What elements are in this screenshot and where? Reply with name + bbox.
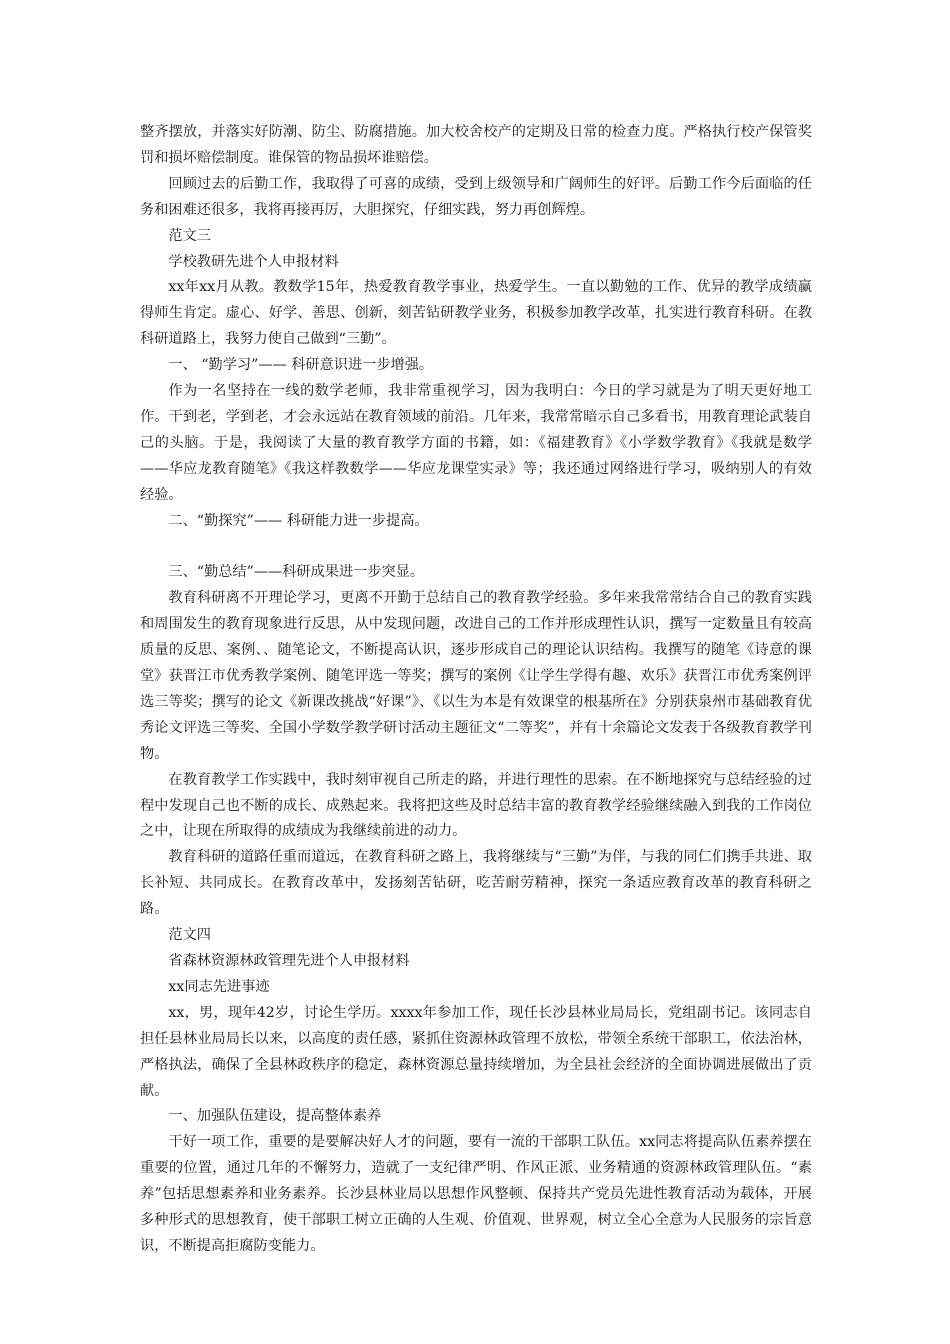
paragraph: 整齐摆放，并落实好防潮、防尘、防腐措施。加大校舍校产的定期及日常的检查力度。严格执行校产保管奖罚和损坏赔偿制度。谁保管的物品损坏谁赔偿。 — [140, 124, 812, 166]
document-page — [140, 120, 812, 1260]
paragraph: 一、 “勤学习”—— 科研意识进一步增强。 — [168, 357, 434, 374]
paragraph: 范文三 — [168, 227, 211, 244]
paragraph: 教育科研的道路任重而道远，在教育科研之路上，我将继续与“三勤”为伴，与我的同仁们携手共进、取长补短、共同成长。在教育改革中，发扬刻苦钻研，吃苦耐劳精神，探究一条适应教育改革的教育科研之路。 — [140, 849, 812, 918]
paragraph: 二、“勤探究”—— 科研能力进一步提高。 — [168, 512, 429, 529]
paragraph: 干好一项工作，重要的是要解决好人才的问题，要有一流的干部职工队伍。xx同志将提高队伍素养摆在重要的位置，通过几年的不懈努力，造就了一支纪律严明、作风正派、业务精通的资源林政管理队伍。“素养”包括思想素养和业务素养。长沙县林业局以思想作风整顿、保持共产党员先进性教育活动为载体，开展多种形式的思想教育，使干部职工树立正确的人生观、价值观、世界观，树立全心全意为人民服务的宗旨意识，不断提高拒腐防变能力。 — [140, 1134, 812, 1254]
paragraph: 范文四 — [168, 927, 211, 944]
paragraph: 一、加强队伍建设，提高整体素养 — [168, 1108, 382, 1125]
paragraph: 教育科研离不开理论学习，更离不开勤于总结自己的教育教学经验。多年来我常常结合自己的教育实践和周围发生的教育现象进行反思，从中发现问题，改进自己的工作并形成理性认识，撰写一定数量且有较高质量的反思、案例、、随笔论文，不断提高认识，逐步形成自己的理论认识结构。我撰写的随笔《诗意的课堂》获晋江市优秀教学案例、随笔评选一等奖；撰写的案例《让学生学得有趣、欢乐》获晋江市优秀案例评选三等奖；撰写的论文《新课改挑战“好课”》、《以生为本是有效课堂的根基所在》分别获泉州市基础教育优秀论文评选三等奖、全国小学数学教学研讨活动主题征文“二等奖”，并有十余篇论文发表于各级教育教学刊物。 — [140, 590, 812, 762]
paragraph: xx年xx月从教。教数学15年，热爱教育教学事业，热爱学生。一直以勤勉的工作、优异的教学成绩赢得师生肯定。虚心、好学、善思、创新，刻苦钻研教学业务，积极参加教学改革，扎实进行教育科研。在教科研道路上，我努力使自己做到“三勤”。 — [140, 279, 812, 348]
paragraph: xx同志先进事迹 — [168, 978, 270, 995]
blank-line — [140, 535, 812, 561]
paragraph: 作为一名坚持在一线的数学老师，我非常重视学习，因为我明白：今日的学习就是为了明天更好地工作。干到老，学到老，才会永远站在教育领域的前沿。几年来，我常常暗示自己多看书，用教育理论武装自己的头脑。于是，我阅读了大量的教育教学方面的书籍，如：《福建教育》《小学数学教育》《我就是数学——华应龙教育随笔》《我这样教数学——华应龙课堂实录》等；我还通过网络进行学习，吸纳别人的有效经验。 — [140, 383, 812, 503]
paragraph: 在教育教学工作实践中，我时刻审视自己所走的路，并进行理性的思索。在不断地探究与总结经验的过程中发现自己也不断的成长、成熟起来。我将把这些及时总结丰富的教育教学经验继续融入到我的工作岗位之中，让现在所取得的成绩成为我继续前进的动力。 — [140, 771, 812, 840]
paragraph: 三、“勤总结”——科研成果进一步突显。 — [168, 564, 425, 581]
paragraph: 省森林资源林政管理先进个人申报材料 — [168, 952, 410, 969]
paragraph: xx，男，现年42岁，讨论生学历。xxxx年参加工作，现任长沙县林业局局长，党组副书记。该同志自担任县林业局局长以来，以高度的责任感，紧抓住资源林政管理不放松，带领全系统干部职工，依法治林，严格执法，确保了全县林政秩序的稳定，森林资源总量持续增加，为全县社会经济的全面协调进展做出了贡献。 — [140, 1004, 812, 1099]
paragraph: 学校教研先进个人申报材料 — [168, 253, 339, 270]
paragraph: 回顾过去的后勤工作，我取得了可喜的成绩，受到上级领导和广阔师生的好评。后勤工作今后面临的任务和困难还很多，我将再接再厉，大胆探究，仔细实践，努力再创辉煌。 — [140, 175, 812, 218]
